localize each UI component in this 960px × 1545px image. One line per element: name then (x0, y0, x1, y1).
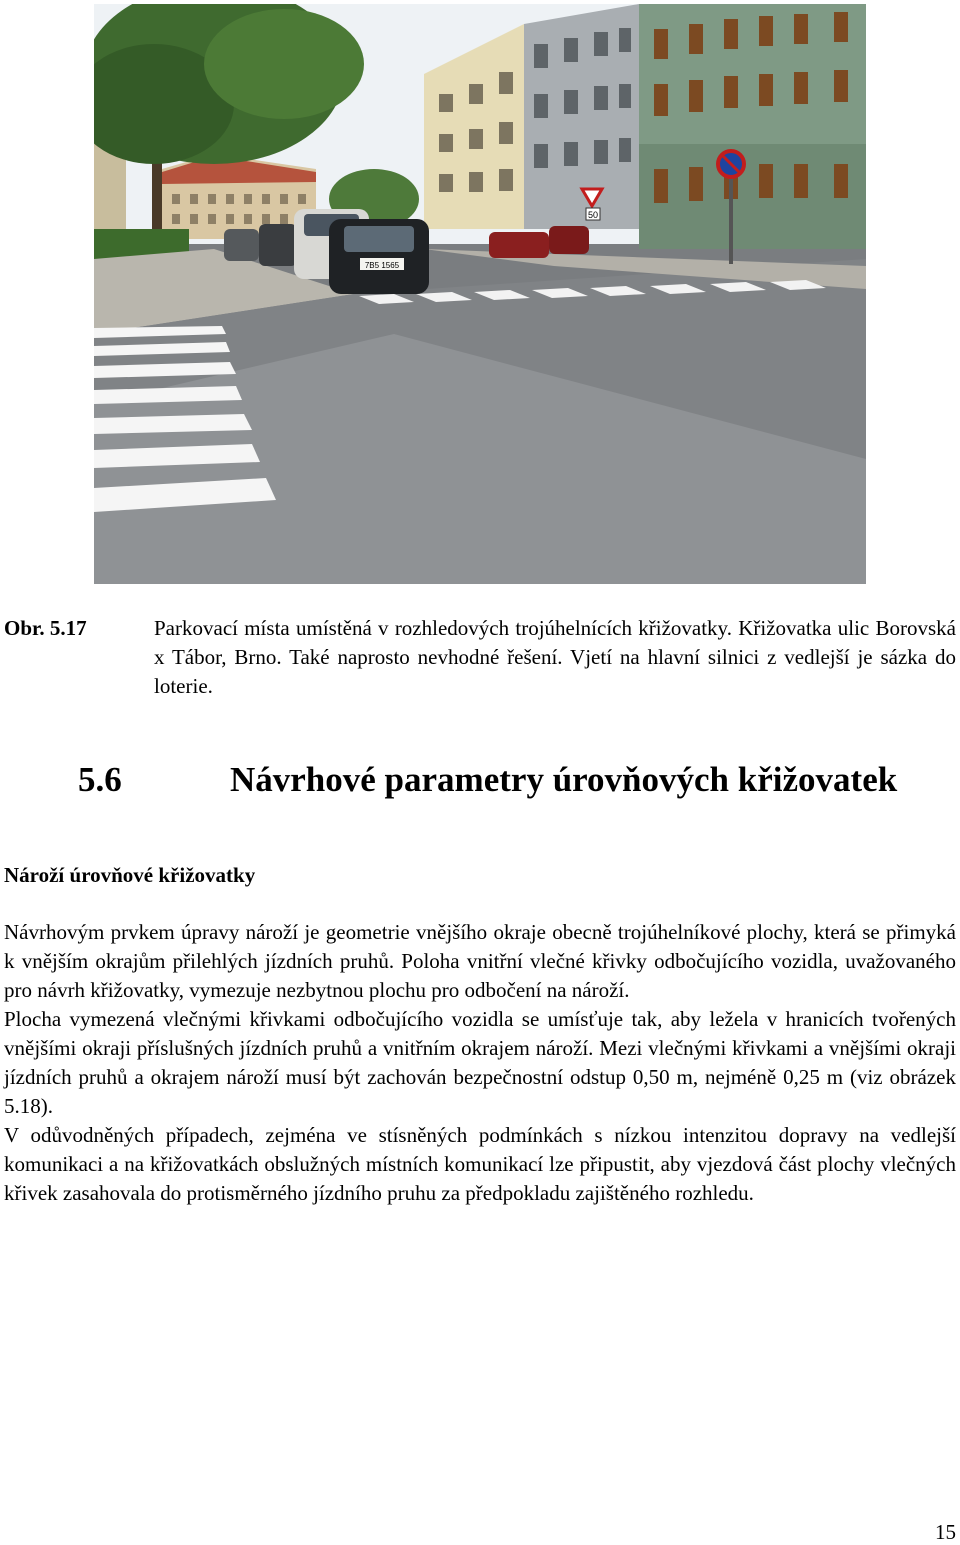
sign-pole (729, 174, 733, 264)
red-car (489, 232, 549, 258)
car-license-plate: 7B5 1565 (364, 261, 400, 270)
page-number: 15 (935, 1520, 956, 1544)
tree-canopy-light (204, 9, 364, 119)
section-number: 5.6 (78, 760, 122, 799)
street-intersection-photo (94, 4, 866, 584)
section-heading (78, 758, 958, 802)
paragraph: V odůvodněných případech, zejména ve stísněných podmínkách s nízkou intenzitou dopravy na vedlejší komunikaci a na křižovatkách obslužných místních komunikací lze připustit, aby vjezdová část plochy vlečných křivek zasahovala do protisměrného jízdního pruhu za předpokladu zajištěného rozhledu. (4, 1123, 956, 1205)
paragraph: Plocha vymezená vlečnými křivkami odbočujícího vozidla se umísťuje tak, aby ležela v hranicích tvořených vnějšími okraji příslušných jízdních pruhů a vnitřním okrajem nároží. Mezi vlečnými křivkami a vnějšími okraji jízdních pruhů a okrajem nároží musí být zachován bezpečnostní odstup 0,50 m, nejméně 0,25 m (viz obrázek 5.18). (4, 1007, 956, 1118)
figure-caption-text: Parkovací místa umístěná v rozhledových trojúhelnících křižovatky. Křižovatka ulic Borovská x Tábor, Brno. Také naprosto nevhodné řešení. Vjetí na hlavní silnici z vedlejší je sázka do loterie. (154, 616, 956, 698)
red-car-second (549, 226, 589, 254)
photo-illustration (94, 4, 866, 584)
section-title: Návrhové parametry úrovňových křižovatek (230, 760, 898, 799)
figure-label: Obr. 5.17 (4, 616, 87, 640)
speed-sign-value: 50 (587, 210, 599, 220)
subsection-heading: Nároží úrovňové křižovatky (4, 863, 256, 887)
green-building-base (639, 144, 866, 249)
body-text (4, 918, 956, 1208)
paragraph: Návrhovým prvkem úpravy nároží je geometrie vnějšího okraje obecně trojúhelníkové plochy, která se přimyká k vnějším okrajům přilehlých jízdních pruhů. Poloha vnitřní vlečné křivky odbočujícího vozidla, uvažovaného pro návrh křižovatky, vymezuje nezbytnou plochu pro odbočení na nároží. (4, 920, 956, 1002)
